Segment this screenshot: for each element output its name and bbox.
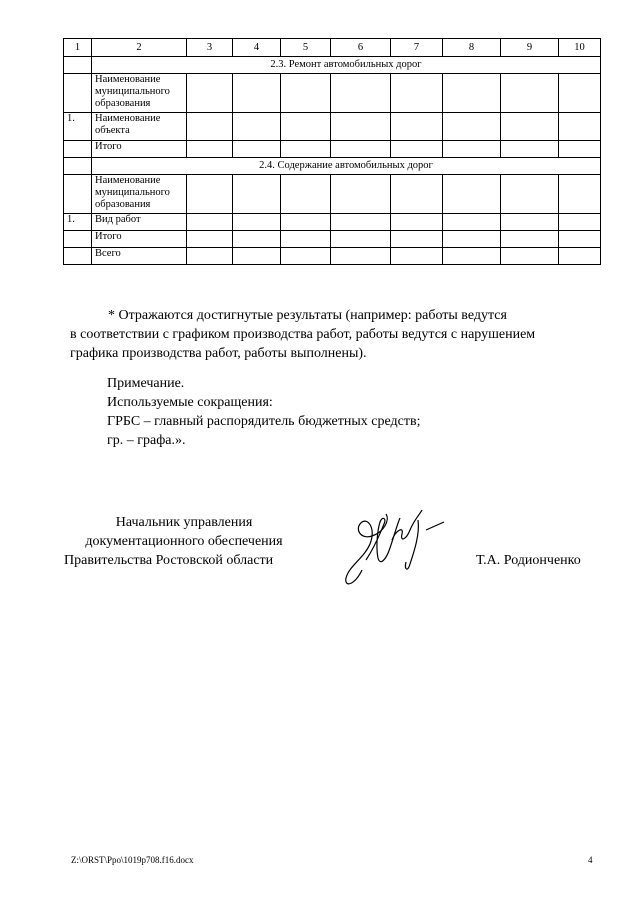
table-row [64, 248, 601, 265]
row-number [64, 231, 92, 248]
header-cell: 9 [501, 39, 559, 57]
file-path: Z:\ORST\Ppo\1019p708.f16.docx [71, 855, 194, 865]
signer-position [64, 513, 304, 570]
header-cell: 2 [92, 39, 187, 57]
row-name: Итого [92, 231, 187, 248]
note-title: Примечание. [107, 376, 185, 391]
note-block [107, 374, 587, 450]
row-number [64, 248, 92, 265]
header-cell: 3 [187, 39, 233, 57]
position-line: Начальник управления [115, 515, 253, 530]
table-row [64, 74, 601, 113]
footnote-line: * Отражаются достигнутые результаты (например: работы ведутся [108, 308, 507, 323]
page-number: 4 [588, 855, 593, 865]
section-title: 2.3. Ремонт автомобильных дорог [92, 57, 601, 74]
row-name: Наименование муниципального образования [92, 175, 187, 214]
table-row [64, 141, 601, 158]
note-line: гр. – графа.». [107, 433, 186, 448]
row-name: Наименование муниципального образования [92, 74, 187, 113]
header-cell: 8 [443, 39, 501, 57]
table-cell [64, 158, 92, 175]
table-row [64, 113, 601, 141]
row-number: 1. [64, 113, 92, 141]
row-number [64, 141, 92, 158]
row-name: Вид работ [92, 214, 187, 231]
header-cell: 7 [391, 39, 443, 57]
section-title-row [64, 158, 601, 175]
header-cell: 5 [281, 39, 331, 57]
table-row [64, 175, 601, 214]
section-title: 2.4. Содержание автомобильных дорог [92, 158, 601, 175]
table-row [64, 231, 601, 248]
handwritten-signature [340, 500, 460, 595]
position-line: Правительства Ростовской области [64, 553, 274, 568]
header-cell: 6 [331, 39, 391, 57]
table-row [64, 214, 601, 231]
table-cell [64, 57, 92, 74]
row-number [64, 175, 92, 214]
row-number: 1. [64, 214, 92, 231]
row-name: Всего [92, 248, 187, 265]
note-line: ГРБС – главный распорядитель бюджетных средств; [107, 414, 421, 429]
header-cell: 4 [233, 39, 281, 57]
table-header-row [64, 39, 601, 57]
section-title-row [64, 57, 601, 74]
header-cell: 10 [559, 39, 601, 57]
note-line: Используемые сокращения: [107, 395, 273, 410]
results-table [63, 38, 601, 265]
row-name: Итого [92, 141, 187, 158]
footnote-line: в соответствии с графиком производства работ, работы ведутся с нарушением [70, 327, 536, 342]
row-number [64, 74, 92, 113]
signer-name: Т.А. Родионченко [476, 553, 581, 568]
row-name: Наименование объекта [92, 113, 187, 141]
footnote-line: графика производства работ, работы выполнены). [70, 346, 367, 361]
position-line: документационного обеспечения [85, 534, 283, 549]
footnote [70, 306, 596, 363]
header-cell: 1 [64, 39, 92, 57]
